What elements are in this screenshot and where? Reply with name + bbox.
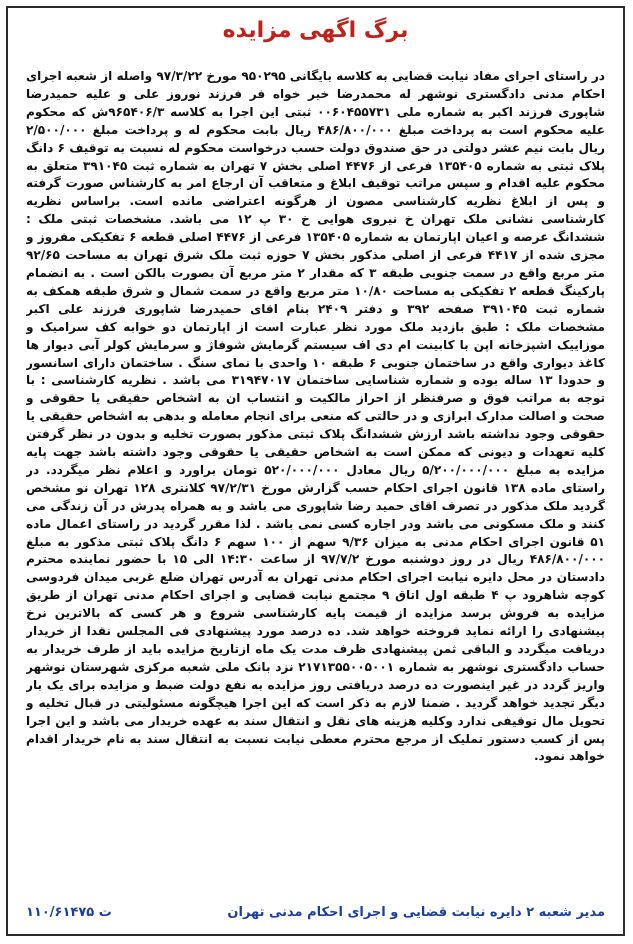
notice-footer — [26, 905, 605, 920]
notice-code: ۱۱۰/۶۱۴۷۵ ت — [26, 905, 112, 920]
notice-title: برگ اگهی مزایده — [222, 18, 409, 43]
signature-line: مدیر شعبه ۲ دایره نیابت قضایی و اجرای احکام مدنی تهران — [227, 905, 605, 920]
notice-body: در راستای اجرای مفاد نیابت قضایی به کلاسه بایگانی ۹۵۰۲۹۵ مورخ ۹۷/۳/۲۲ واصله از شعبه اجرای احکام مدنی دادگستری نوشهر له محمدرضا خیر خواه فر فرزند نوروز علی و علیه حمیدرضا شاپوری فرزند اکبر به شماره ملی ۰۰۶۰۴۵۵۷۳۱ ثبتی این اجرا به کلاسه ۹۶۵۴۰۶/۳ش که محکوم علیه محکوم است به پرداخت مبلغ ۴۸۶/۸۰۰/۰۰۰ ریال بابت محکوم له و پرداخت مبلغ ۲/۵۰۰/۰۰۰ ریال بابت نیم عشر دولتی در حق صندوق دولت حسب درخواست محکوم له نسبت به توقیف ۶ دانگ پلاک ثبتی به شماره ۱۳۵۴۰۵ فرعی از ۴۴۷۶ اصلی بخش ۷ تهران به شماره ثبت ۳۹۱۰۴۵ متعلق به محکوم علیه اقدام و سپس مراتب توقیف ابلاغ و متعاقب آن ارجاع امر به کارشناس صورت گرفته و پس از ابلاغ نظریه کارشناسی مصون از هرگونه اعتراضی مانده است. براساس نظریه کارشناسی نشانی ملک تهران خ نیروی هوایی خ ۳۰ پ ۱۲ می باشد. مشخصات ثبتی ملک : ششدانگ عرصه و اعیان اپارتمان به شماره ۱۳۵۴۰۵ فرعی از ۴۴۷۶ اصلی قطعه ۶ تفکیکی مفروز و مجزی شده از ۴۴۱۷ فرعی از اصلی مذکور بخش ۷ حوزه ثبت ملک شرق تهران به مساحت ۹۲/۶۵ متر مربع واقع در سمت جنوبی طبقه ۳ که مقدار ۲ متر مربع آن بصورت بالکن است . به انضمام پارکینگ قطعه ۲ تفکیکی به مساحت ۱۰/۸۰ متر مربع واقع در سمت شمال و شرق طبقه همکف به شماره ثبت ۳۹۱۰۴۵ صفحه ۳۹۲ و دفتر ۲۴۰۹ بنام اقای حمیدرضا شاپوری فرزند علی اکبر مشخصات ملک : طبق بازدید ملک مورد نظر عبارت است از اپارتمان دو خوابه کف سرامیک و موزاییک اشپزخانه اپن با کابینت ام دی اف سیستم گرمایش شوفاژ و سرمایش کولر آبی دیوار ها کاغذ دیواری واقع در ساختمان جنوبی ۶ طبقه ۱۰ واحدی با نمای سنگ . ساختمان دارای اسانسور و حدودا ۱۳ ساله بوده و شماره شناسایی ساختمان ۳۱۹۴۷۰۱۷ می باشد . نظریه کارشناسی : با توجه به مراتب فوق و صرفنظر از احراز مالکیت و انتساب ان به اشخاص حقیقی یا حقوقی و صحت و اصالت مدارک ابرازی و در حالتی که منعی برای انجام معامله و بدهی به اشخاص حقیقی یا حقوقی وجود نداشته باشد ارزش ششدانگ پلاک ثبتی مذکور بصورت تخلیه و بدون در نظر گرفتن کلیه تعهدات و دیونی که ممکن است به اشخاص حقیقی یا حقوقی وجود داشته باشد جهت پایه مزایده به مبلغ ۵/۲۰۰/۰۰۰/۰۰۰ ریال معادل ۵۲۰/۰۰۰/۰۰۰ تومان براورد و اعلام نظر میگردد. در راستای ماده ۱۳۸ قانون اجرای احکام حسب گزارش مورخ ۹۷/۲/۳۱ کلانتری ۱۲۸ تهران نو مشخص گردید ملک مذکور در تصرف اقای حمید رضا شاپوری می باشد و به همراه پدرش در آن زندگی می کنند و ملک مسکونی می باشد ودر اجاره کسی نمی باشد . لذا مقرر گردید در راستای اعمال ماده ۵۱ قانون اجرای احکام مدنی به میزان ۹/۳۶ سهم از ۱۰۰ سهم ۶ دانگ پلاک ثبتی مذکور به مبلغ ۴۸۶/۸۰۰/۰۰۰ ریال در روز دوشنبه مورخ ۹۷/۷/۲ از ساعت ۱۴:۳۰ الی ۱۵ با حضور نماینده محترم دادستان در محل دایره نیابت اجرای احکام مدنی تهران به آدرس تهران ضلع غربی میدان فردوسی کوچه شاهرود پ ۴ طبقه اول اتاق ۹ مجتمع نیابت قضایی و اجرای احکام مدنی تهران از طریق مزایده به فروش برسد مزایده از قیمت پایه کارشناسی شروع و هر کسی که بالاترین نرخ پیشنهادی را ارائه نماید فروخته خواهد شد. ده درصد مورد پیشنهادی فی المجلس نقدا از خریدار دریافت میگردد و الباقی ثمن پیشنهادی ظرف مدت یک ماه ازتاریخ مزایده باید از طرف خریدار به حساب دادگستری نوشهر به شماره ۲۱۷۱۳۵۵۰۰۵۰۰۱ نزد بانک ملی شعبه مرکزی شهرستان نوشهر واریز گردد در غیر اینصورت ده درصد دریافتی روز مزایده به نفع دولت ضبط و مزایده برای یک بار دیگر تجدید خواهد گردید . ضمنا لازم به ذکر است که این اجرا هیچگونه مسئولیتی در قبال تخلیه و تحویل مال توقیفی ندارد وکلیه هزینه های نقل و انتقال سند به عهده خریدار می باشد و این اجرا پس از کسب دستور تملیک از مرجع محترم معطی نیابت نسبت به انتقال سند به نام خریدار اقدام خواهد نمود. — [26, 69, 605, 764]
notice-frame — [6, 6, 625, 936]
